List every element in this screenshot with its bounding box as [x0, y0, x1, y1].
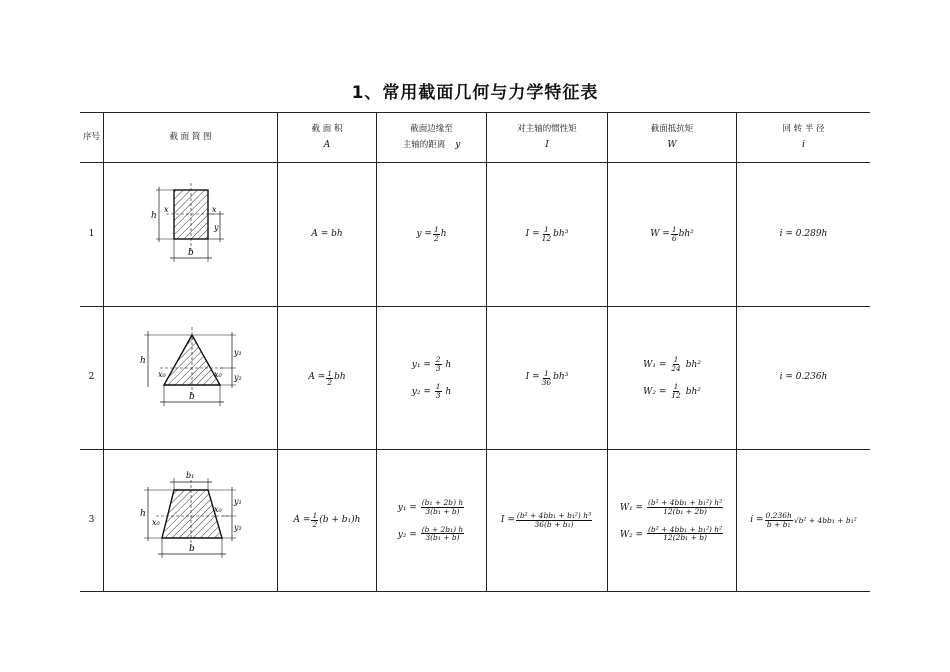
fraction [670, 383, 682, 400]
header-inertia [487, 113, 607, 162]
label-h: h [140, 509, 146, 519]
label-y2: y₂ [234, 373, 242, 382]
formula-lhs: i = [750, 514, 764, 525]
formula-lhs: W₂ = [643, 386, 667, 397]
fraction [765, 512, 793, 529]
formula-rhs: bh³ [553, 372, 569, 383]
fraction-numerator: (b + 2b₁) h [421, 524, 464, 534]
formula-lhs: W₁ = [619, 502, 644, 513]
label-x0-left: x₀ [152, 518, 160, 527]
fraction [541, 226, 553, 243]
fraction-numerator: 1 [671, 225, 677, 235]
fraction [435, 383, 442, 400]
formula-rhs: h [440, 228, 447, 239]
label-y2: y₂ [234, 523, 242, 532]
formula-lhs: W₁ = [643, 360, 667, 371]
formula-rhs: bh² [685, 386, 701, 397]
formula-lhs: I = [525, 372, 540, 383]
fraction [647, 526, 723, 543]
header-radius-label: 回 转 半 径 [782, 123, 825, 134]
header-area-symbol: A [323, 140, 331, 151]
label-y1: y₁ [234, 348, 242, 357]
fraction-denominator: 36(b + b₁) [534, 520, 574, 529]
fraction-numerator: 1 [544, 225, 549, 235]
rectangle-section-diagram [104, 163, 277, 306]
row-index: 1 [88, 228, 95, 239]
rectangle-diagram-svg [104, 163, 277, 306]
formula-lhs: A = [308, 372, 326, 383]
header-edge-distance [377, 113, 486, 162]
fraction [421, 526, 465, 543]
modulus-formula [608, 450, 736, 591]
edge-distance-formula [377, 307, 486, 449]
label-x0-left: x₀ [158, 370, 166, 379]
formula-rhs: h [445, 386, 452, 397]
header-index-label: 序号 [82, 132, 100, 143]
fraction-numerator: 1 [673, 382, 679, 391]
header-inertia-symbol: I [545, 140, 549, 151]
area-formula [278, 450, 376, 591]
fraction-numerator: 1 [544, 368, 549, 378]
fraction [670, 356, 682, 373]
fraction [421, 499, 465, 516]
header-area-label: 截 面 积 [311, 123, 343, 134]
header-index [80, 113, 103, 162]
fraction-denominator: 2 [327, 377, 333, 387]
label-y: y [214, 223, 219, 232]
fraction-denominator: 36 [541, 377, 552, 387]
header-edge-label-1: 截面边缘至 [410, 123, 453, 134]
fraction-denominator: 12 [541, 234, 552, 243]
trapezoid-section-diagram [104, 450, 277, 591]
fraction-denominator: 3(b₁ + b) [425, 506, 460, 516]
fraction [671, 226, 678, 243]
label-x0-right: x₀ [214, 505, 222, 514]
label-x-right: x [212, 205, 217, 214]
label-x0-right: x₀ [214, 370, 222, 379]
fraction-numerator: 2 [435, 355, 441, 365]
area-formula [278, 307, 376, 449]
formula-rhs: bh³ [553, 228, 569, 239]
header-radius [737, 113, 870, 162]
header-area [278, 113, 376, 162]
header-modulus [608, 113, 736, 162]
fraction-numerator: 1 [433, 225, 439, 235]
fraction-numerator: 1 [673, 355, 679, 365]
label-b: b [189, 392, 195, 402]
fraction-denominator: b + b₁ [766, 520, 791, 529]
radius-formula [737, 450, 870, 591]
label-x-left: x [164, 205, 169, 214]
triangle-section-diagram [104, 307, 277, 449]
fraction [435, 356, 442, 373]
table-bottom-border [80, 591, 870, 592]
fraction-denominator: 2 [312, 520, 318, 529]
inertia-formula [487, 163, 607, 306]
label-h: h [151, 211, 157, 221]
fraction-numerator: (b² + 4bb₁ + b₁²) h² [647, 497, 723, 507]
formula-rhs: √b² + 4bb₁ + b₁² [793, 515, 857, 525]
header-edge-symbol: y [455, 140, 461, 151]
formula-lhs: I = [525, 228, 540, 239]
formula-lhs: W = [650, 228, 670, 239]
fraction-denominator: 2 [433, 234, 439, 243]
row-index: 2 [88, 372, 95, 383]
formula-lhs: I = [500, 514, 515, 525]
formula-lhs: y = [416, 228, 432, 239]
fraction-numerator: (b² + 4bb₁ + b₁²) h² [647, 524, 723, 534]
fraction-denominator: 3 [435, 364, 441, 374]
formula-text: A = bh [311, 228, 343, 239]
formula-rhs: h [445, 360, 452, 371]
modulus-formula [608, 163, 736, 306]
modulus-formula [608, 307, 736, 449]
formula-lhs: y₁ = [411, 360, 431, 371]
fraction-numerator: (b² + 4bb₁ + b₁²) h³ [516, 511, 592, 521]
formula-lhs: y₂ = [411, 386, 431, 397]
label-b: b [188, 248, 194, 258]
header-modulus-symbol: W [667, 140, 677, 151]
formula-rhs: bh² [678, 228, 694, 239]
label-b: b [189, 544, 195, 554]
fraction-denominator: 12 [671, 390, 681, 400]
formula-lhs: W₂ = [619, 529, 644, 540]
header-edge-label-2: 主轴的距离 [402, 140, 446, 151]
trapezoid-diagram-svg [104, 450, 277, 591]
formula-lhs: A = [293, 514, 311, 525]
fraction-denominator: 3 [435, 390, 441, 400]
label-y1: y₁ [234, 497, 242, 506]
radius-formula [737, 307, 870, 449]
page-title: 1、常用截面几何与力学特征表 [351, 83, 599, 103]
edge-distance-formula [377, 450, 486, 591]
edge-distance-formula [377, 163, 486, 306]
inertia-formula [487, 450, 607, 591]
fraction-numerator: 1 [435, 382, 441, 391]
header-inertia-label: 对主轴的惯性矩 [517, 123, 577, 134]
fraction [433, 226, 440, 243]
formula-lhs: y₂ = [397, 529, 417, 540]
fraction-denominator: 12(2b₁ + b) [663, 533, 707, 543]
header-diagram-label: 截 面 简 图 [169, 132, 212, 143]
fraction [311, 512, 318, 529]
label-h: h [140, 356, 146, 366]
fraction-denominator: 6 [671, 234, 677, 243]
fraction [326, 370, 333, 387]
fraction-numerator: 1 [312, 511, 318, 521]
formula-rhs: bh² [685, 360, 701, 371]
row-index: 3 [88, 514, 95, 525]
formula-lhs: y₁ = [397, 502, 417, 513]
formula-rhs: bh [334, 372, 346, 383]
fraction-numerator: 1 [327, 368, 333, 378]
fraction [541, 370, 553, 387]
inertia-formula [487, 307, 607, 449]
formula-rhs: (b + b₁)h [319, 514, 361, 525]
formula-text: i = 0.236h [779, 372, 828, 383]
header-diagram [104, 113, 277, 162]
fraction-denominator: 12(b₁ + 2b) [663, 506, 707, 516]
triangle-diagram-svg [104, 307, 277, 449]
fraction-denominator: 24 [671, 364, 681, 374]
fraction [516, 512, 592, 529]
fraction-numerator: (b₁ + 2b) h [421, 497, 464, 507]
label-b1: b₁ [186, 471, 195, 480]
header-radius-symbol: i [802, 140, 805, 151]
formula-text: i = 0.289h [779, 228, 828, 239]
area-formula [278, 163, 376, 306]
fraction-denominator: 3(b₁ + b) [425, 533, 460, 543]
radius-formula [737, 163, 870, 306]
fraction [647, 499, 723, 516]
header-modulus-label: 截面抵抗矩 [650, 123, 694, 134]
fraction-numerator: 0.236h [765, 511, 792, 521]
